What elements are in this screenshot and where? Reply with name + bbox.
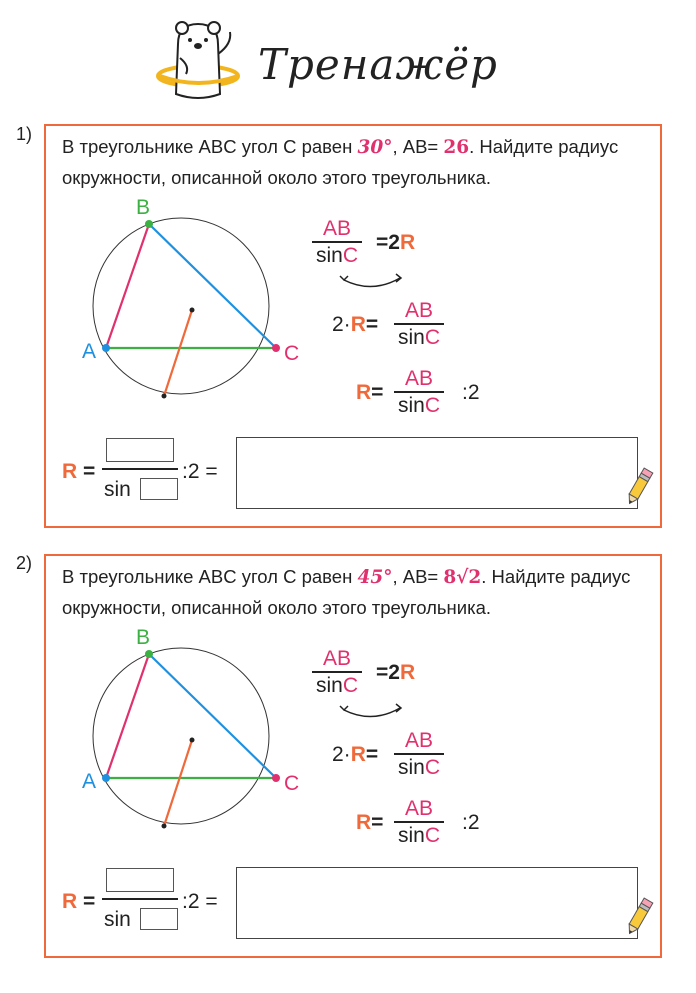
answer-divisor: :2 = (182, 890, 218, 913)
problem-prompt (62, 132, 662, 193)
sin-label: sin (316, 244, 343, 267)
fraction-numerator: AB (323, 217, 352, 240)
formula-divisor: :2 (462, 811, 480, 834)
fraction-bar (102, 898, 178, 900)
angle-c-label: C (424, 394, 441, 417)
answer-label: R = (62, 890, 96, 913)
formula-fraction (394, 728, 444, 780)
fraction-numerator: AB (405, 299, 434, 322)
bear-mascot-icon (150, 14, 250, 106)
formula-lhs: 2·R= (332, 743, 379, 766)
formula-fraction (312, 646, 362, 698)
angle-c-label: C (342, 674, 359, 697)
angle-c-label: C (424, 756, 441, 779)
numerator-input[interactable] (106, 868, 174, 892)
sin-label: sin (316, 674, 343, 697)
prompt-text: , AB= (392, 566, 439, 587)
side-value: 8√2 (443, 567, 482, 588)
fraction-numerator: AB (405, 729, 434, 752)
pencil-icon (624, 466, 654, 508)
vertex-label-b: B (136, 626, 151, 649)
pencil-icon (624, 896, 654, 938)
answer-input[interactable] (236, 437, 638, 509)
formula-fraction (394, 796, 444, 848)
sin-label: sin (104, 908, 131, 931)
formula-fraction (394, 366, 444, 418)
vertex-label-b: B (136, 196, 151, 219)
problem-prompt (62, 562, 662, 623)
formula-rhs: =2R (376, 661, 416, 684)
header (0, 0, 696, 110)
sin-label: sin (398, 756, 425, 779)
sin-label: sin (104, 478, 131, 501)
angle-input[interactable] (140, 908, 178, 930)
fraction-numerator: AB (405, 367, 434, 390)
problem-card (44, 554, 662, 958)
formula-fraction (312, 216, 362, 268)
vertex-label-c: C (284, 772, 300, 795)
problem-card (44, 124, 662, 528)
angle-input[interactable] (140, 478, 178, 500)
formula-divisor: :2 (462, 381, 480, 404)
fraction-numerator: AB (405, 797, 434, 820)
prompt-text: В треугольнике ABC угол C равен (62, 136, 353, 157)
prompt-text: В треугольнике ABC угол C равен (62, 566, 353, 587)
problem-number: 2) (16, 553, 33, 573)
answer-label: R = (62, 460, 96, 483)
vertex-label-a: A (82, 340, 97, 363)
vertex-label-a: A (82, 770, 97, 793)
triangle-diagram (76, 196, 326, 416)
problem-number: 1) (16, 124, 33, 144)
fraction-bar (102, 468, 178, 470)
brand-title: Тренажёр (258, 40, 498, 89)
formula-lhs: R= (356, 811, 384, 834)
angle-c-label: C (424, 824, 441, 847)
sin-label: sin (398, 824, 425, 847)
triangle-diagram (76, 626, 326, 846)
side-value: 26 (443, 137, 470, 158)
sin-label: sin (398, 326, 425, 349)
answer-divisor: :2 = (182, 460, 218, 483)
angle-c-label: C (424, 326, 441, 349)
swap-arrow-icon (338, 702, 408, 722)
vertex-label-c: C (284, 342, 300, 365)
sin-label: sin (398, 394, 425, 417)
formula-lhs: 2·R= (332, 313, 379, 336)
formula-rhs: =2R (376, 231, 416, 254)
angle-value: 45° (357, 567, 393, 588)
prompt-text: . Найдите радиус окружности, описанной около этого треугольника. (62, 566, 631, 618)
angle-c-label: C (342, 244, 359, 267)
prompt-text: , AB= (392, 136, 439, 157)
angle-value: 30° (357, 137, 393, 158)
swap-arrow-icon (338, 272, 408, 292)
numerator-input[interactable] (106, 438, 174, 462)
answer-input[interactable] (236, 867, 638, 939)
prompt-text: . Найдите радиус окружности, описанной около этого треугольника. (62, 136, 619, 188)
formula-fraction (394, 298, 444, 350)
formula-lhs: R= (356, 381, 384, 404)
fraction-numerator: AB (323, 647, 352, 670)
